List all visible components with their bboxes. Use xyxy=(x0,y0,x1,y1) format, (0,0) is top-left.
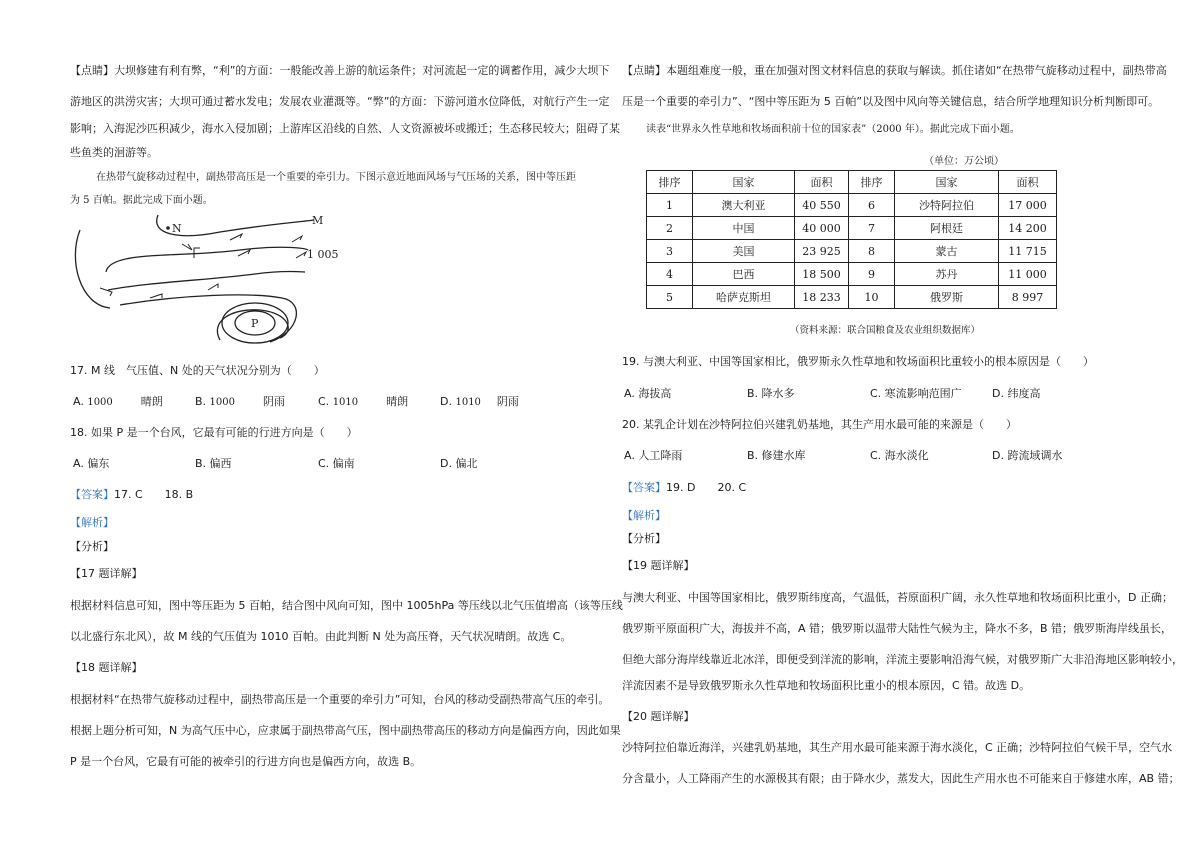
q17-option-b[interactable]: B. 1000 阴雨 xyxy=(195,395,285,408)
label-p: P xyxy=(251,317,259,330)
detail-20-title: 【20 题详解】 xyxy=(622,710,695,723)
q17-option-d[interactable]: D. 1010 阴雨 xyxy=(440,395,519,408)
table-header-cell: 面积 xyxy=(999,171,1057,194)
detail-19-title: 【19 题详解】 xyxy=(622,559,695,572)
fenxi-heading: 【分析】 xyxy=(622,532,666,545)
jiexi-heading: 【解析】 xyxy=(70,516,114,529)
intro-line: 为 5 百帕。据此完成下面小题。 xyxy=(70,195,213,206)
q17-option-c[interactable]: C. 1010 晴朗 xyxy=(318,395,409,408)
q19-option-c[interactable]: C. 寒流影响范围广 xyxy=(870,387,962,400)
label-n: N xyxy=(172,222,182,235)
q18-option-a[interactable]: A. 偏东 xyxy=(73,457,110,470)
table-row xyxy=(647,217,1057,240)
table-cell: 俄罗斯 xyxy=(895,286,999,309)
table-cell: 5 xyxy=(647,286,693,309)
table-cell: 23 925 xyxy=(795,240,849,263)
table-unit: （单位：万公顷） xyxy=(924,156,1004,167)
table-header-cell: 面积 xyxy=(795,171,849,194)
table-cell: 1 xyxy=(647,194,693,217)
answer-tag: 【答案】 xyxy=(622,481,666,494)
label-m: M xyxy=(312,214,324,227)
table-cell: 8 xyxy=(849,240,895,263)
table-cell: 18 233 xyxy=(795,286,849,309)
wind-barb-icon xyxy=(296,252,306,258)
table-header-cell: 国家 xyxy=(693,171,795,194)
table-cell: 8 997 xyxy=(999,286,1057,309)
table-cell: 蒙古 xyxy=(895,240,999,263)
answer-line xyxy=(622,481,746,495)
q19-option-b[interactable]: B. 降水多 xyxy=(747,387,795,400)
detail-19-line: 但绝大部分海岸线靠近北冰洋，即便受到洋流的影响，洋流主要影响沿海气候，对俄罗斯广大非沿海地区影响较小， xyxy=(622,653,1183,666)
table-cell: 6 xyxy=(849,194,895,217)
q18-option-d[interactable]: D. 偏北 xyxy=(440,457,478,470)
note-line: 游地区的洪涝灾害；大坝可通过蓄水发电；发展农业灌溉等。“弊”的方面：下游河道水位降低，对航行产生一定 xyxy=(70,95,610,108)
intro-line: 在热带气旋移动过程中，副热带高压是一个重要的牵引力。下图示意近地面风场与气压场的关系，图中等压距 xyxy=(96,172,576,183)
detail-19-line: 俄罗斯平原面积广大，海拔并不高，A 错；俄罗斯以温带大陆性气候为主，降水不多，B 错；俄罗斯海岸线虽长， xyxy=(622,622,1173,635)
answer-line xyxy=(70,488,193,502)
wind-barb-icon xyxy=(150,294,162,298)
detail-20-line: 分含量小，人工降雨产生的水源极其有限；由于降水少，蒸发大，因此生产用水也不可能来自于修建水库，AB 错； xyxy=(622,772,1180,785)
intro-line: 读表“世界永久性草地和牧场面积前十位的国家表”（2000 年）。据此完成下面小题。 xyxy=(646,124,1020,135)
q20-option-b[interactable]: B. 修建水库 xyxy=(747,449,806,462)
question-17: 17. M 线 气压值、N 处的天气状况分别为（ ） xyxy=(70,364,325,377)
q18-option-c[interactable]: C. 偏南 xyxy=(318,457,355,470)
table-cell: 11 715 xyxy=(999,240,1057,263)
table-cell: 40 000 xyxy=(795,217,849,240)
isobar-line xyxy=(120,295,296,342)
table-cell: 美国 xyxy=(693,240,795,263)
table-cell: 18 500 xyxy=(795,263,849,286)
q19-option-d[interactable]: D. 纬度高 xyxy=(992,387,1041,400)
q18-option-b[interactable]: B. 偏西 xyxy=(195,457,232,470)
wind-barb-icon xyxy=(292,236,302,242)
table-cell: 澳大利亚 xyxy=(693,194,795,217)
answer-text: 17. C 18. B xyxy=(114,488,194,501)
wind-barb-icon xyxy=(238,250,250,256)
isobar-line xyxy=(108,272,305,291)
table-cell: 中国 xyxy=(693,217,795,240)
n-point-marker xyxy=(166,226,170,230)
table-row xyxy=(647,286,1057,309)
table-cell: 沙特阿拉伯 xyxy=(895,194,999,217)
table-cell: 4 xyxy=(647,263,693,286)
table-cell: 3 xyxy=(647,240,693,263)
wind-barb-icon xyxy=(182,244,192,250)
detail-20-line: 沙特阿拉伯靠近海洋，兴建乳奶基地，其生产用水最可能来源于海水淡化，C 正确；沙特阿拉伯气候干旱，空气水 xyxy=(622,741,1173,754)
detail-17-line: 根据材料信息可知，图中等压距为 5 百帕，结合图中风向可知，图中 1005hPa 等压线以北气压值增高（该等压线 xyxy=(70,599,623,612)
table-cell: 14 200 xyxy=(999,217,1057,240)
note-line: 压是一个重要的牵引力”、“图中等压距为 5 百帕”以及图中风向等关键信息，结合所学地理知识分析判断即可。 xyxy=(622,95,1160,108)
table-cell: 10 xyxy=(849,286,895,309)
jiexi-heading: 【解析】 xyxy=(622,509,666,522)
table-cell: 2 xyxy=(647,217,693,240)
question-20: 20. 某乳企计划在沙特阿拉伯兴建乳奶基地，其生产用水最可能的来源是（ ） xyxy=(622,418,1017,431)
table-header-cell: 排序 xyxy=(647,171,693,194)
table-header-cell: 国家 xyxy=(895,171,999,194)
table-cell: 巴西 xyxy=(693,263,795,286)
q17-option-a[interactable]: A. 1000 晴朗 xyxy=(73,395,163,408)
question-19: 19. 与澳大利亚、中国等国家相比，俄罗斯永久性草地和牧场面积比重较小的根本原因是（ ） xyxy=(622,355,1094,368)
isobar-map xyxy=(70,210,350,350)
q20-option-d[interactable]: D. 跨流域调水 xyxy=(992,449,1063,462)
table-cell: 7 xyxy=(849,217,895,240)
detail-17-line: 以北盛行东北风），故 M 线的气压值为 1010 百帕。由此判断 N 处为高压脊，天气状况晴朗。故选 C。 xyxy=(70,630,572,643)
q20-option-c[interactable]: C. 海水淡化 xyxy=(870,449,929,462)
q20-option-a[interactable]: A. 人工降雨 xyxy=(624,449,683,462)
table-cell: 9 xyxy=(849,263,895,286)
question-18: 18. 如果 P 是一个台风，它最有可能的行进方向是（ ） xyxy=(70,426,358,439)
detail-19-line: 洋流因素不是导致俄罗斯永久性草地和牧场面积比重小的根本原因，C 错。故选 D。 xyxy=(622,679,1031,692)
note-line: 【点睛】本题组难度一般，重在加强对图文材料信息的获取与解读。抓住诸如“在热带气旋移动过程中，副热带高 xyxy=(622,64,1167,77)
answer-tag: 【答案】 xyxy=(70,488,114,501)
grassland-table xyxy=(646,170,1057,309)
table-row xyxy=(647,194,1057,217)
detail-17-title: 【17 题详解】 xyxy=(70,567,143,580)
table-cell: 哈萨克斯坦 xyxy=(693,286,795,309)
table-cell: 17 000 xyxy=(999,194,1057,217)
detail-18-line: 根据材料“在热带气旋移动过程中，副热带高压是一个重要的牵引力”可知，台风的移动受副热带高气压的牵引。 xyxy=(70,693,610,706)
detail-19-line: 与澳大利亚、中国等国家相比，俄罗斯纬度高，气温低，苔原面积广阔，永久性草地和牧场面积比重小，D 正确； xyxy=(622,591,1173,604)
note-line: 影响；入海泥沙匹积减少，海水入侵加剧；上游库区沿线的自然、人文资源被坏或搬迁；生态移民较大；阻碍了某 xyxy=(70,122,620,135)
detail-18-line: P 是一个台风，它最有可能的被牵引的行进方向也是偏西方向，故选 B。 xyxy=(70,755,422,768)
note-line: 些鱼类的洄游等。 xyxy=(70,146,158,159)
wind-barb-icon xyxy=(230,234,242,240)
table-source: （资料来源：联合国粮食及农业组织数据库） xyxy=(790,325,981,336)
table-cell: 40 550 xyxy=(795,194,849,217)
note-line: 【点睛】大坝修建有利有弊，“利”的方面：一般能改善上游的航运条件；对河流起一定的调蓄作用，减少大坝下 xyxy=(70,64,610,77)
wind-barb-icon xyxy=(208,284,218,290)
table-row xyxy=(647,240,1057,263)
table-cell: 阿根廷 xyxy=(895,217,999,240)
table-cell: 苏丹 xyxy=(895,263,999,286)
table-cell: 11 000 xyxy=(999,263,1057,286)
fenxi-heading: 【分析】 xyxy=(70,540,114,553)
label-1005: 1 005 xyxy=(307,248,339,261)
q19-option-a[interactable]: A. 海拔高 xyxy=(624,387,672,400)
table-header-row xyxy=(647,171,1057,194)
table-header-cell: 排序 xyxy=(849,171,895,194)
isobar-line xyxy=(75,230,110,308)
isobar-1005-line xyxy=(106,247,308,272)
detail-18-line: 根据上题分析可知，N 为高气压中心，应隶属于副热带高气压，图中副热带高压的移动方向是偏西方向，因此如果 xyxy=(70,724,621,737)
detail-18-title: 【18 题详解】 xyxy=(70,661,143,674)
answer-text: 19. D 20. C xyxy=(666,481,747,494)
table-row xyxy=(647,263,1057,286)
